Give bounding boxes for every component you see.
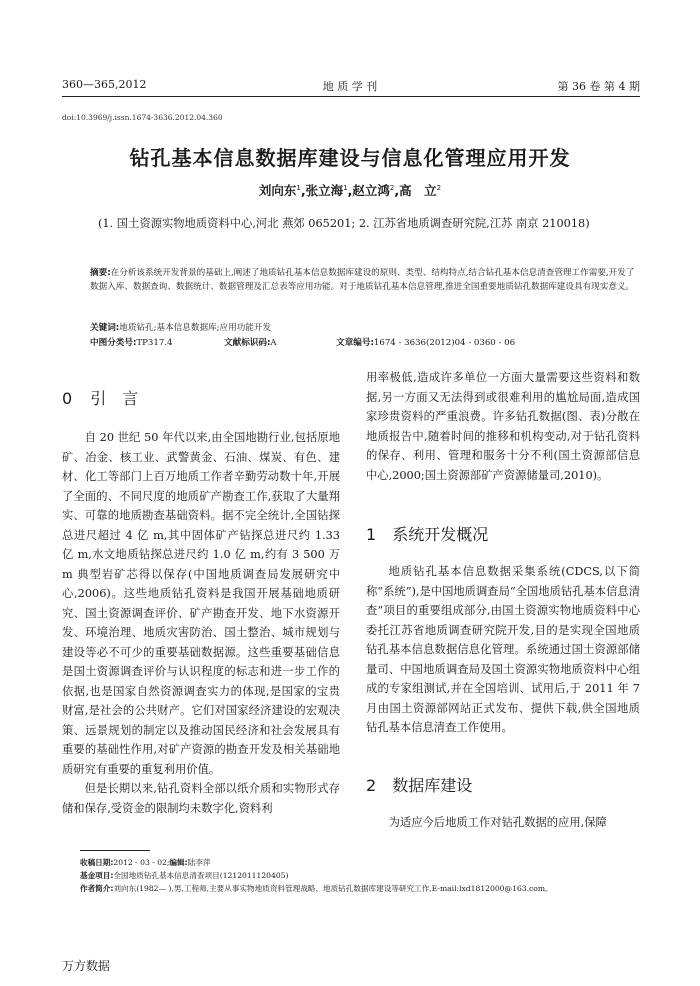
affiliation: (1. 国土资源实物地质资料中心,河北 燕郊 065201; 2. 江苏省地质调查研究院,江苏 南京 210018) bbox=[98, 217, 590, 230]
article-number: 1674 - 3636(2012)04 - 0360 - 06 bbox=[373, 338, 516, 348]
clc-value: TP317.4 bbox=[136, 338, 173, 348]
section-2-paragraph: 为适应今后地质工作对钻孔数据的应用,保障 bbox=[388, 816, 607, 829]
section-1-heading: 1 系统开发概况 bbox=[366, 525, 489, 544]
keywords-label: 关键词: bbox=[90, 323, 120, 333]
doi: doi:10.3969/j.issn.1674-3636.2012.04.360 bbox=[62, 113, 223, 122]
author: 赵立鸿$^2$ bbox=[352, 183, 395, 198]
abstract bbox=[90, 266, 638, 294]
section-0-heading: 0 引 言 bbox=[62, 389, 139, 408]
author: 张立海$^1$ bbox=[305, 183, 348, 198]
section-1-paragraph: 地质钻孔基本信息数据采集系统(CDCS,以下简称“系统”),是中国地质调查局“全国地质钻孔基本信息清查”项目的重要组成部分,由国土资源实物地质资料中心委托江苏省地质调查研究院开发,目的是实现全国地质钻孔基本信息数据信息化管理。系统通过国土资源部储量司、中国地质调查局及国土资源实物地质资料中心组成的专家组测试,并在全国培训、试用后,于 2011 年 7 月由国土资源部网站正式发布、提供下载,供全国地质钻孔基本信息清查工作使用。 bbox=[366, 565, 640, 734]
intro-paragraph-1: 自 20 世纪 50 年代以来,由全国地勘行业,包括原地矿、冶金、核工业、武警黄金、石油、煤炭、有色、建材、化工等部门上百万地质工作者辛勤劳动数十年,开展了全面的、不同尺度的地质矿产勘查工作,获取了大量翔实、可靠的地质勘查基础资料。据不完全统计,全国钻探总进尺超过 4 亿 m,其中固体矿产钻探总进尺约 1.33 亿 m,水文地质钻探总进尺约 1.0 亿 m,约有 3 500 万 m 典型岩矿芯得以保存(中国地质调查局发展研究中心,2006)。这些地质钻孔资料是我国开展基础地质研究、国土资源调查评价、矿产勘查开发、地下水资源开发、环境治理、地质灾害防治、国土整治、城市规划与建设等必不可少的重要基础数据源。这些重要基础信息是国土资源调查评价与认识程度的标志和进一步工作的依据,也是国家自然资源调查实力的体现,是国家的宝贵财富,是社会的公共财产。它们对国家经济建设的宏观决策、远景规划的制定以及推动国民经济和社会发展具有重要的基础性作用,对矿产资源的勘查开发及相关基础地质研究有重要的重复利用价值。 bbox=[62, 431, 340, 776]
author-list: 刘向东$^1$,张立海$^1$,赵立鸿$^2$,高 立$^2$ bbox=[258, 183, 442, 198]
keywords bbox=[90, 321, 638, 335]
header-journal: 地 质 学 刊 bbox=[322, 80, 378, 93]
wanfang-brand: 万方数据 bbox=[62, 959, 111, 973]
right-column-section-1 bbox=[366, 562, 640, 738]
right-column-top bbox=[366, 368, 640, 485]
intro-paragraph-2: 但是长期以来,钻孔资料全部以纸介质和实物形式存储和保存,受资金的限制均未数字化,资料利 bbox=[62, 782, 340, 815]
footnote-fund: 基金项目:全国地质钻孔基本信息清查项目(1212011120405) bbox=[80, 871, 289, 880]
section-2-heading: 2 数据库建设 bbox=[366, 776, 473, 795]
footnote-author: 作者简介:刘向东(1982— ),男,工程师,主要从事实物地质资料管理战略、地质钻孔数据库建设等研究工作,E-mail:lxd1812000@163.com。 bbox=[80, 884, 553, 893]
author: 高 立$^2$ bbox=[399, 183, 442, 198]
header-volume: 第 36 卷 第 4 期 bbox=[557, 80, 640, 93]
header-pages: 360—365,2012 bbox=[62, 78, 147, 91]
intro-paragraph-cont: 用率极低,造成许多单位一方面大量需要这些资料和数据,另一方面又无法得到或很难利用的尴尬局面,造成国家珍贵资料的严重浪费。许多钻孔数据(图、表)分散在地质报告中,随着时间的推移和机构变动,对于钻孔资料的保存、利用、管理和服务十分不利(国土资源部信息中心,2000;国土资源部矿产资源储量司,2010)。 bbox=[366, 371, 640, 482]
keywords-text: 地质钻孔;基本信息数据库;应用功能开发 bbox=[119, 323, 272, 333]
author: 刘向东$^1$ bbox=[258, 183, 301, 198]
footnote-received: 收稿日期:2012 - 03 - 02;编辑:陆李萍 bbox=[80, 858, 211, 867]
footnote-rule bbox=[80, 850, 150, 851]
left-column bbox=[62, 428, 340, 818]
abstract-label: 摘要: bbox=[90, 268, 111, 278]
header-rule bbox=[62, 96, 640, 97]
doccode-value: A bbox=[270, 338, 277, 348]
classification-line: 中图分类号:TP317.4 文献标识码:A 文章编号:1674 - 3636(2012)04 - 0360 - 06 bbox=[90, 338, 516, 348]
paper-title: 钻孔基本信息数据库建设与信息化管理应用开发 bbox=[129, 146, 571, 170]
right-column-section-2 bbox=[366, 813, 640, 833]
abstract-text: 在分析该系统开发背景的基础上,阐述了地质钻孔基本信息数据库建设的原则、类型、结构特点,结合钻孔基本信息清查管理工作需要,开发了数据入库、数据查询、数据统计、数据管理及汇总表等应用功能。对于地质钻孔基本信息管理,推进全国重要地质钻孔数据库建设具有现实意义。 bbox=[90, 268, 635, 293]
